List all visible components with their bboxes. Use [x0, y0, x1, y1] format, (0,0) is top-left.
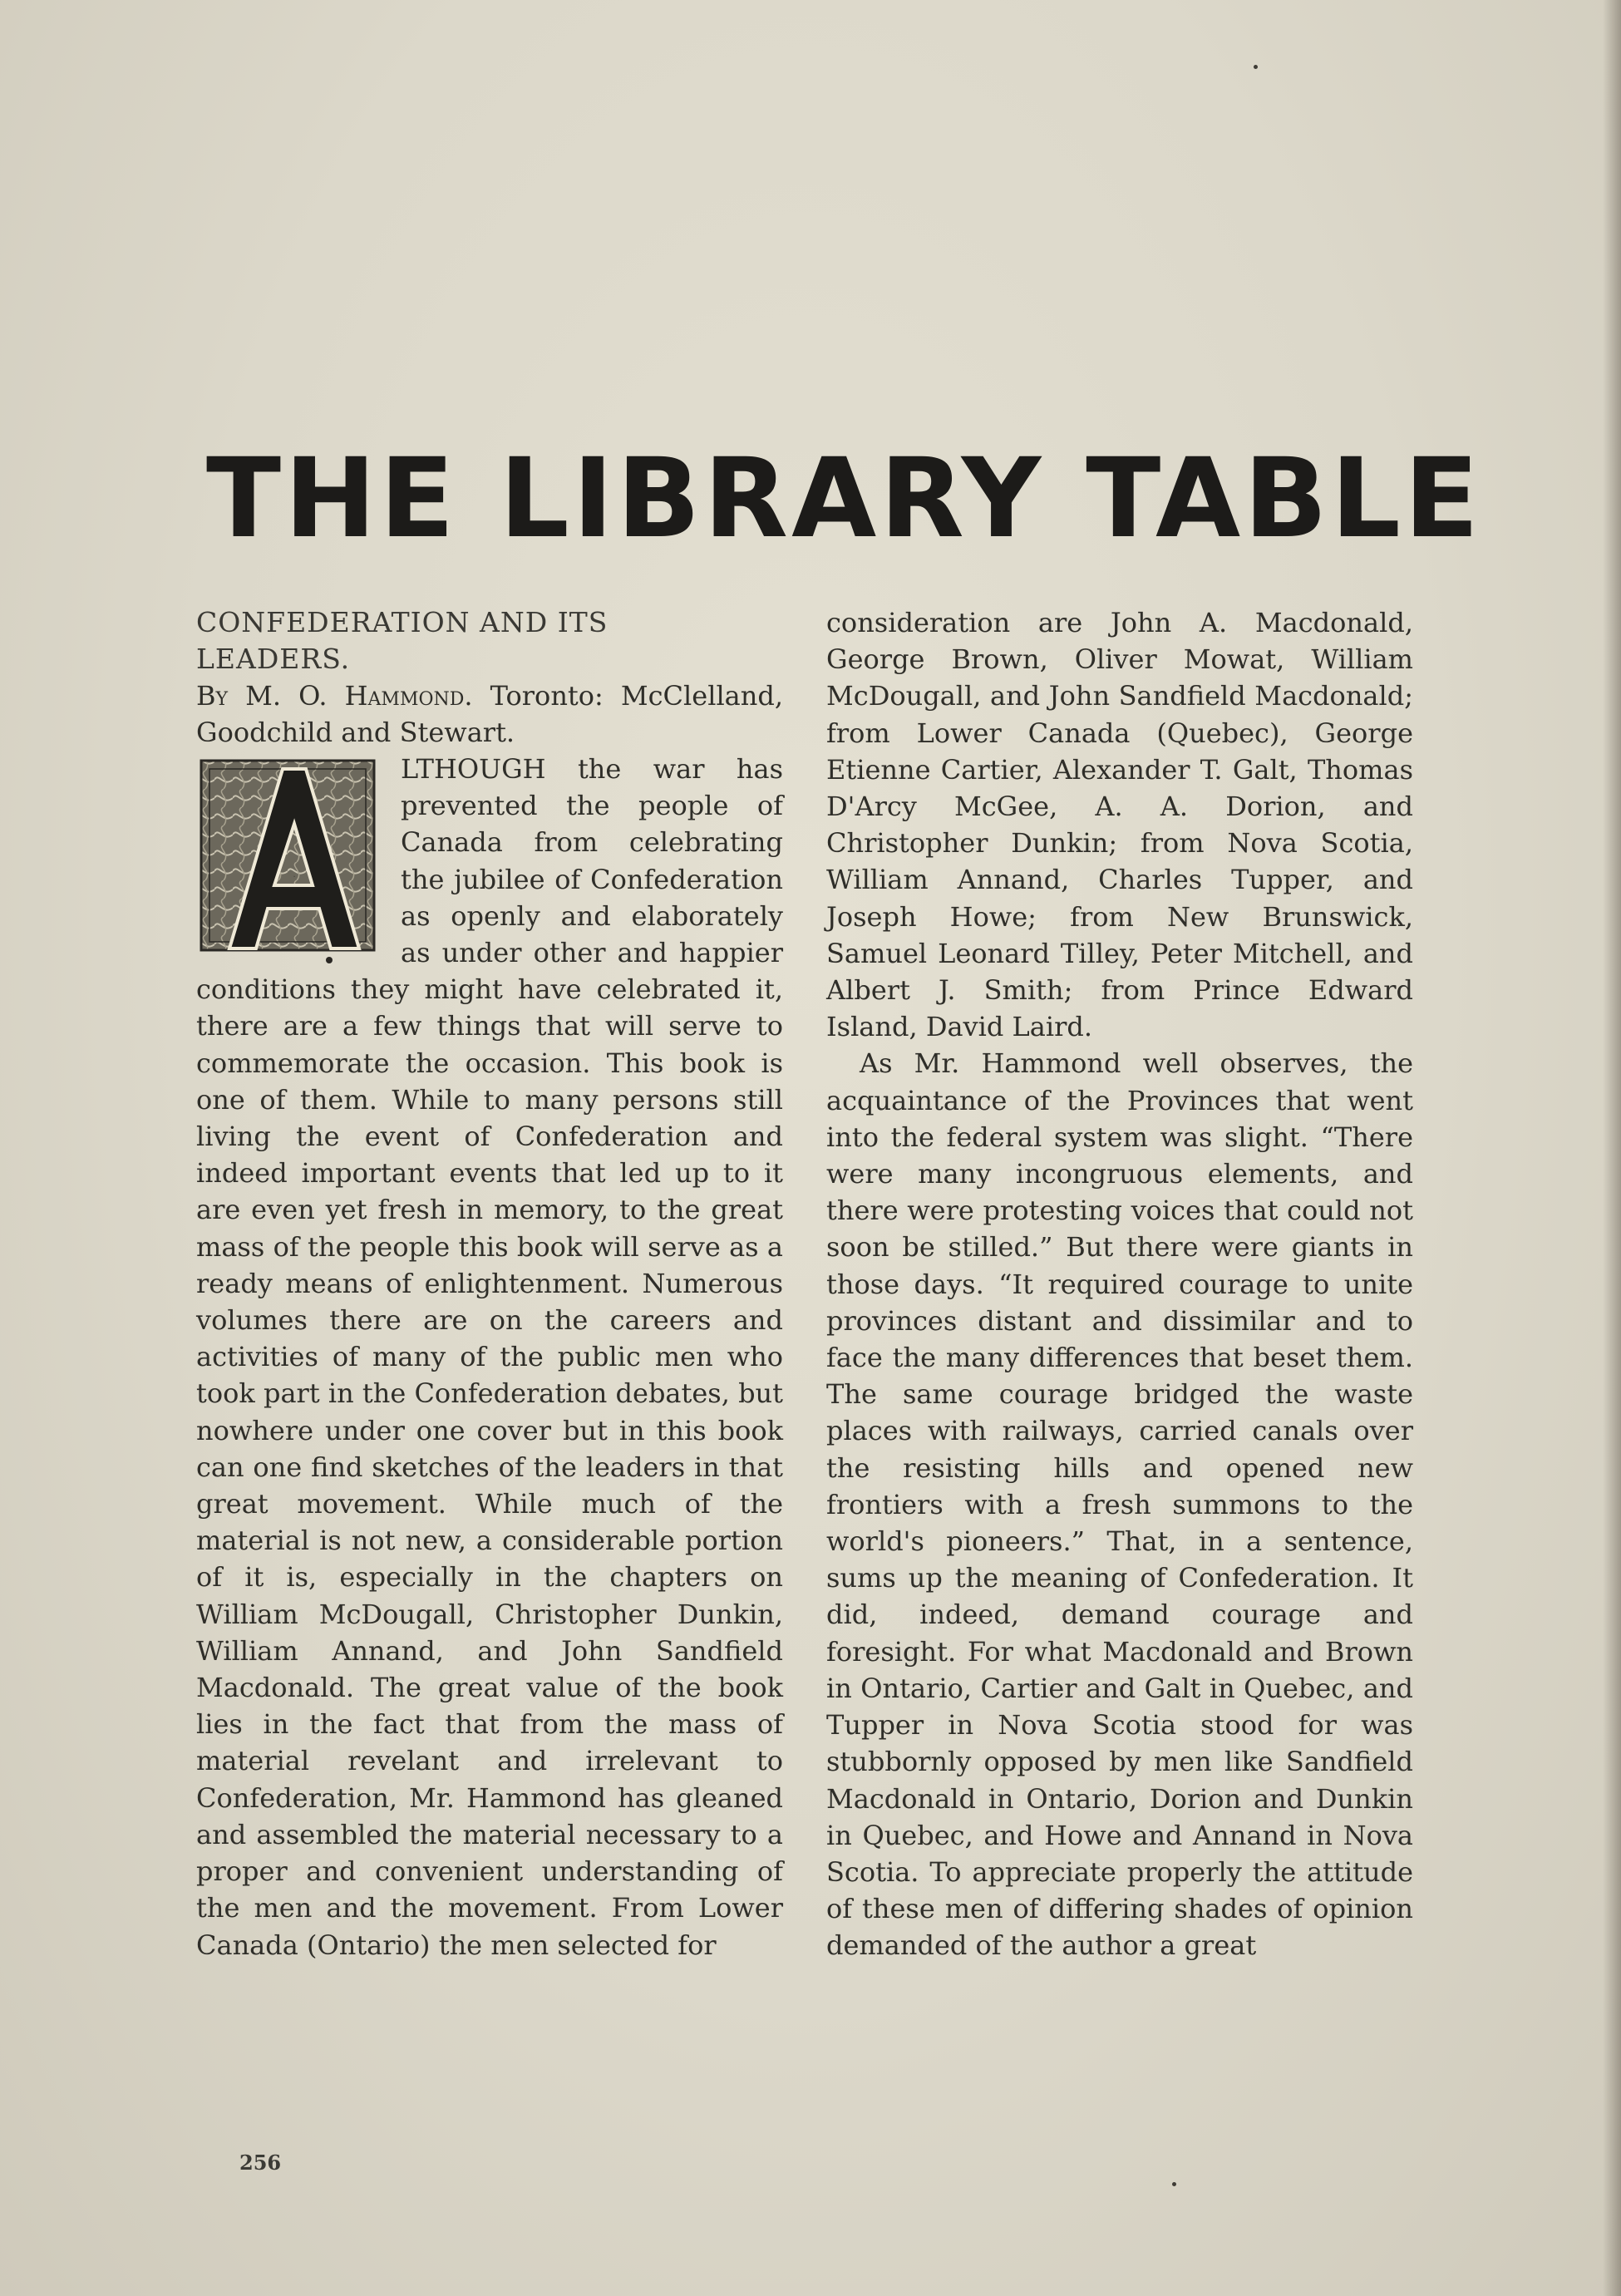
review-heading-line1: CONFEDERATION AND ITS	[196, 606, 608, 638]
review-byline	[196, 677, 783, 751]
drop-cap-letter: A	[293, 876, 295, 878]
review-heading-line2: LEADERS.	[196, 643, 351, 675]
page-edge-shadow	[1603, 0, 1621, 2296]
drop-cap-ornament	[196, 752, 386, 968]
review-paragraph-2: As Mr. Hammond well observes, the acquaintance of the Provinces that went into the federal system was slight. “There were many incongruous elements, and there were protesting voices that could not soon be stilled.” But there were giants in those days. “It required courage to unite provinces distant and dissimilar and to face the many differences that beset them. The same courage bridged the waste places with railways, carried canals over the resisting hills and opened new frontiers with a fresh summons to the world's pioneers.” That, in a sentence, sums up the meaning of Confederation. It did, indeed, demand courage and foresight. For what Macdonald and Brown in Ontario, Cartier and Galt in Quebec, and Tupper in Nova Scotia stood for was stubbornly opposed by men like Sandfield Macdonald in Ontario, Dorion and Dunkin in Quebec, and Howe and Annand in Nova Scotia. To appreciate properly the attitude of these men of differing shades of opinion demanded of the author a great	[826, 1047, 1413, 1962]
byline-prefix: By	[196, 680, 229, 712]
byline-publisher: Toronto: McClelland, Goodchild and Stewart.	[196, 680, 784, 748]
right-column	[826, 604, 1413, 1964]
review-paragraph-1: LTHOUGH the war has prevented the people of Canada from celebrating the jubilee of Confederation as openly and elaborately as under other and happier conditions they might have celebrated it, there are a few things that will serve to commemorate the occasion. This book is one of them. While to many persons still living the event of Confederation and indeed important events that led up to it are even yet fresh in memory, to the great mass of the people this book will serve as a ready means of enlightenment. Numerous volumes there are on the careers and activities of many of the public men who took part in the Confederation debates, but nowhere under one cover but in this book can one find sketches of the leaders in that great movement. While much of the material is not new, a considerable portion of it is, especially in the chapters on William McDougall, Christopher Dunkin, William Annand, and John Sandfield Macdonald. The great value of the book lies in the fact that from the mass of material revelant and irrelevant to Confederation, Mr. Hammond has gleaned and assembled the material necessary to a proper and convenient understanding of the men and the movement. From Lower Canada (Ontario) the men selected for	[196, 753, 784, 1961]
left-column	[196, 604, 783, 1963]
paper-speck	[1172, 2182, 1176, 2186]
review-paragraph-1-continued: consideration are John A. Macdonald, George Brown, Oliver Mowat, William McDougall, and John Sandfield Macdonald; from Lower Canada (Quebec), George Etienne Cartier, Alexander T. Galt, Thomas D'Arcy McGee, A. A. Dorion, and Christopher Dunkin; from Nova Scotia, William Annand, Charles Tupper, and Joseph Howe; from New Brunswick, Samuel Leonard Tilley, Peter Mitchell, and Albert J. Smith; from Prince Edward Island, David Laird.	[826, 607, 1413, 1043]
page-number: 256	[239, 2151, 282, 2175]
page-title: THE LIBRARY TABLE	[206, 435, 1483, 563]
byline-author: M. O. Hammond.	[245, 680, 473, 712]
paper-speck	[1254, 65, 1258, 69]
